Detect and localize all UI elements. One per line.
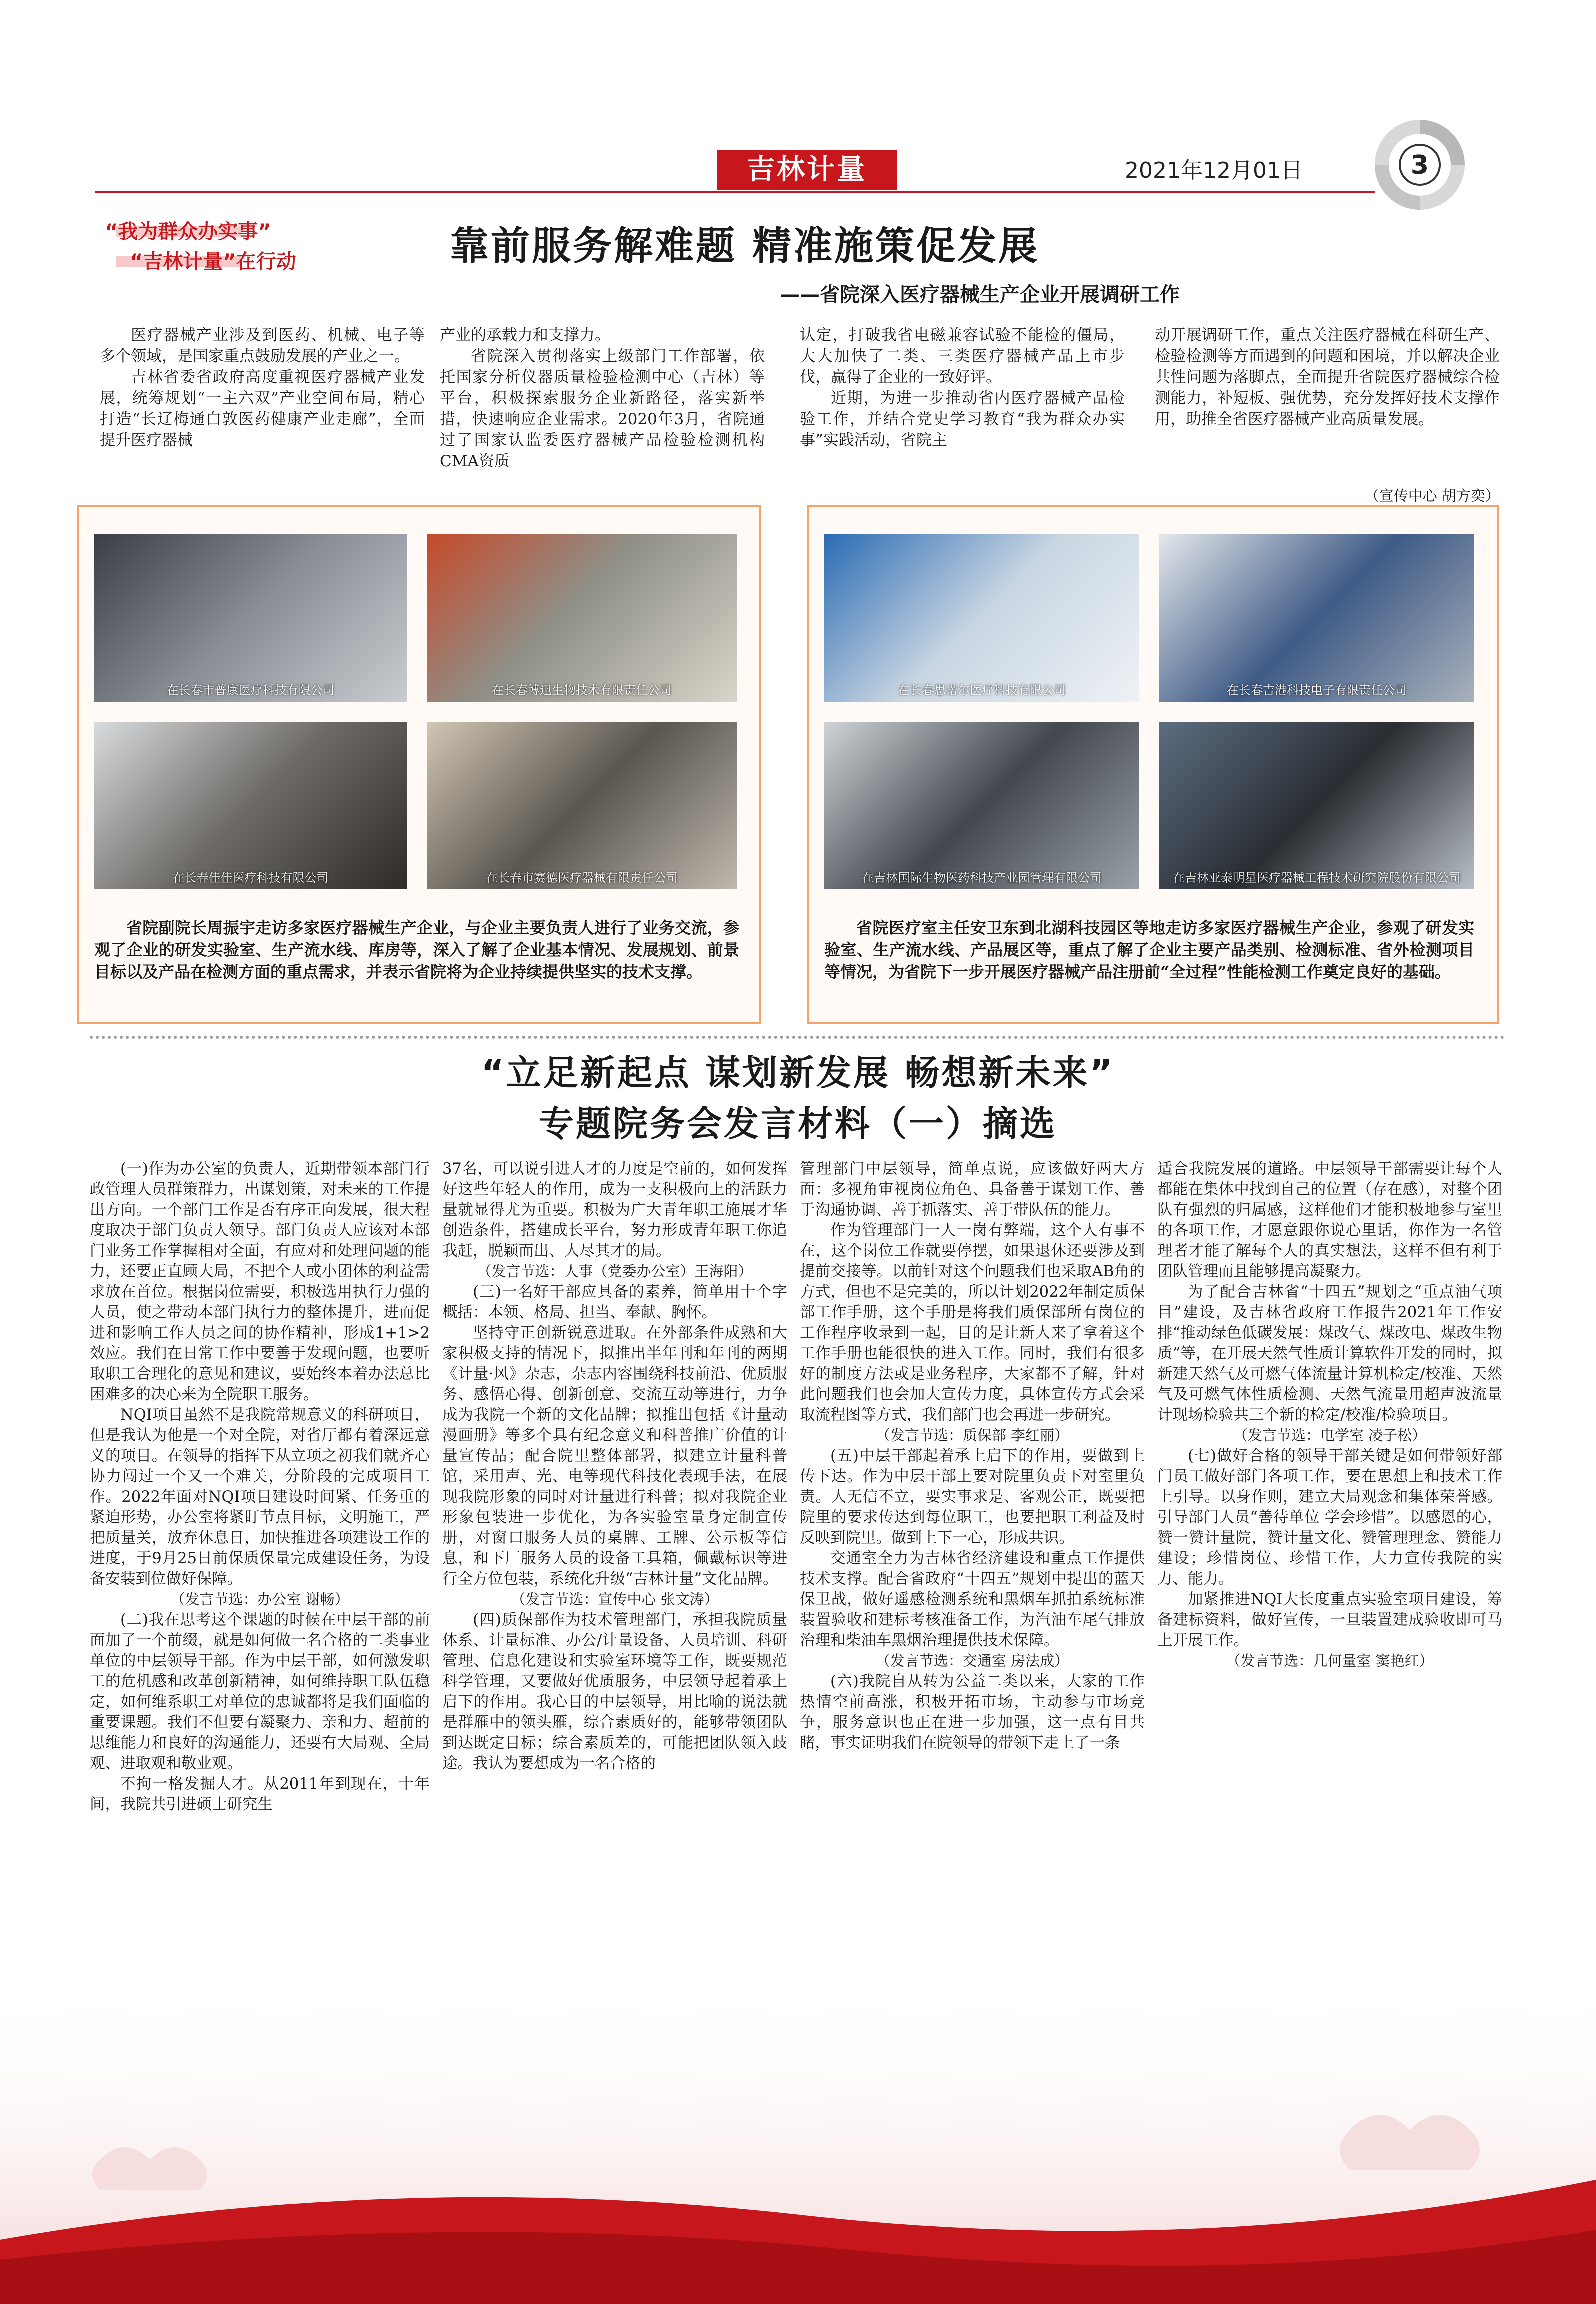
article2-column-4 <box>1158 1159 1502 1672</box>
article2-column-3 <box>800 1159 1145 1754</box>
issue-date: 2021年12月01日 <box>1125 158 1303 184</box>
speaker-credit: （发言节选：质保部 李红丽） <box>876 1427 1070 1444</box>
speaker-credit: （发言节选：交通室 房法成） <box>876 1652 1070 1670</box>
photo-caption: 在长春佳佳医疗科技有限公司 <box>172 871 329 885</box>
photo <box>1160 534 1474 702</box>
paragraph: (五)中层干部起着承上启下的作用，要做到上传下达。作为中层干部上要对院里负责下对室里负责。人无信不立，要实事求是、客观公正，既要把院里的要求传达到每位职工，也要把职工利益及时反映到院里。做到上下一心，形成共识。 <box>800 1448 1145 1547</box>
paragraph: (六)我院自从转为公益二类以来，大家的工作热情空前高涨，积极开拓市场，主动参与市场竞争，服务意识也正在进一步加强，这一点有目共睹，事实证明我们在院领导的带领下走上了一条 <box>800 1673 1145 1752</box>
paragraph: 认定，打破我省电磁兼容试验不能检的僵局，大大加快了二类、三类医疗器械产品上市步伐，赢得了企业的一致好评。 <box>800 326 1125 386</box>
article1-column-1 <box>100 325 425 451</box>
section-divider <box>90 1036 1505 1039</box>
photo <box>427 534 737 702</box>
slogan-line-2: “吉林计量”在行动 <box>130 250 296 274</box>
speaker-credit: （发言节选：宣传中心 张文涛） <box>511 1591 719 1608</box>
photo <box>824 534 1140 702</box>
paragraph: (三)一名好干部应具备的素养，简单用十个字概括：本领、格局、担当、奉献、胸怀。 <box>442 1284 788 1322</box>
photo-caption: 在长春市普康医疗科技有限公司 <box>166 684 335 698</box>
paragraph: 医疗器械产业涉及到医药、机械、电子等多个领域，是国家重点鼓励发展的产业之一。 <box>100 326 425 366</box>
paragraph: 省院深入贯彻落实上级部门工作部署，依托国家分析仪器质量检验检测中心（吉林）等平台，积极探索服务企业新路径，落实新举措，快速响应企业需求。2020年3月，省院通过了国家认监委医疗器械产品检验检测机构CMA资质 <box>440 348 765 470</box>
paragraph: 省院医疗室主任安卫东到北湖科技园区等地走访多家医疗器械生产企业，参观了研发实验室、生产流水线、产品展区等，重点了解了企业主要产品类别、检测标准、省外检测项目等情况，为省院下一步开展医疗器械产品注册前“全过程”性能检测工作奠定良好的基础。 <box>824 918 1474 982</box>
paragraph: 适合我院发展的道路。中层领导干部需要让每个人都能在集体中找到自己的位置（存在感），对整个团队有强烈的归属感，这样他们才能积极地参与室里的各项工作，才愿意跟你说心里话，你作为一名管理者才能了解每个人的真实想法，这样不但有利于团队管理而且能够提高凝聚力。 <box>1158 1160 1502 1280</box>
photo <box>1160 722 1474 890</box>
paragraph: NQI项目虽然不是我院常规意义的科研项目，但是我认为他是一个对全院，对省厅都有着深远意义的项目。在领导的指挥下从立项之初我们就齐心协力闯过一个又一个难关，分阶段的完成项目工作。2022年面对NQI项目建设时间紧、任务重的紧迫形势，办公室将紧盯节点目标，文明施工，严把质量关，放弃休息日，加快推进各项建设工作的进度，于9月25日前保质保量完成建设任务，为设备安装到位做好保障。 <box>90 1406 430 1588</box>
article1-title: 靠前服务解难题 精准施策促发展 <box>450 224 1040 269</box>
photo <box>94 722 407 890</box>
photo <box>824 722 1140 890</box>
masthead: 吉林计量 <box>717 150 897 190</box>
article1-column-4 <box>1155 325 1500 430</box>
paragraph: 产业的承载力和支撑力。 <box>440 326 610 344</box>
article2-subtitle: 专题院务会发言材料（一）摘选 <box>539 1104 1057 1144</box>
paragraph: (一)作为办公室的负责人，近期带领本部门行政管理人员群策群力，出谋划策，对未来的工作提出方向。一个部门工作是否有序正向发展，很大程度取决于部门负责人领导。部门负责人应该对本部门业务工作掌握相对全面，有应对和处理问题的能力，还要正直顾大局，不把个人或小团体的利益需求放在首位。根据岗位需要，积极选用执行力强的人员，使之带动本部门执行力的整体提升，进而促进和影响工作人员之间的协作精神，形成1+1>2效应。我们在日常工作中要善于发现问题，也要听取职工合理化的意见和建议，要始终本着办法总比困难多的决心来为全院职工服务。 <box>90 1160 430 1404</box>
photo-caption: 在长春思诺尔医疗科技有限公司 <box>898 684 1066 698</box>
speaker-credit: （发言节选：人事（党委办公室）王海阳） <box>477 1263 753 1280</box>
speaker-credit: （发言节选：几何量室 窦艳红） <box>1226 1652 1434 1670</box>
article2-title: “立足新起点 谋划新发展 畅想新未来” <box>481 1052 1115 1094</box>
photo-panel-right <box>808 505 1499 1024</box>
photo-caption: 在吉林国际生物医药科技产业园管理有限公司 <box>862 871 1102 885</box>
footer-decoration <box>0 1980 1596 2304</box>
article1-column-2 <box>440 325 765 472</box>
paragraph: 作为管理部门一人一岗有弊端，这个人有事不在，这个岗位工作就要停摆，如果退休还要涉及到提前交接等。以前针对这个问题我们也采取AB角的方式，但也不是完美的，所以计划2022年制定质保部工作手册，这个手册是将我们质保部所有岗位的工作程序收录到一起，目的是让新人来了拿着这个工作手册也能很快的进入工作。同时，我们有很多好的制度方法或是业务程序，大家都不了解，针对此问题我们也会加大宣传力度，具体宣传方式会采取流程图等方式，我们部门也会再进一步研究。 <box>800 1222 1145 1424</box>
photo-caption: 在吉林亚泰明星医疗器械工程技术研究院股份有限公司 <box>1173 871 1461 885</box>
page-number-emblem <box>1370 115 1470 215</box>
paragraph: 吉林省委省政府高度重视医疗器械产业发展，统筹规划“一主六双”产业空间布局，精心打造“长辽梅通白敦医药健康产业走廊”，全面提升医疗器械 <box>100 368 425 450</box>
header-rule <box>95 191 1375 193</box>
paragraph: (二)我在思考这个课题的时候在中层干部的前面加了一个前缀，就是如何做一名合格的二类事业单位的中层领导干部。作为中层干部，如何激发职工的危机感和改革创新精神，如何维持职工队伍稳定，如何维系职工对单位的忠诚都将是我们面临的重要课题。我们不但要有凝聚力、亲和力、超前的思维能力和良好的沟通能力，还要有大局观、全局观、进取观和敬业观。 <box>90 1612 430 1772</box>
photo-caption: 在长春博迅生物技术有限责任公司 <box>492 684 672 698</box>
article1-column-3 <box>800 325 1125 451</box>
article1-subtitle: ——省院深入医疗器械生产企业开展调研工作 <box>780 284 1180 306</box>
photo-caption: 在长春吉港科技电子有限责任公司 <box>1227 684 1407 698</box>
photo <box>94 534 407 702</box>
paragraph: (七)做好合格的领导干部关键是如何带领好部门员工做好部门各项工作，要在思想上和技术工作上引导。以身作则，建立大局观念和集体荣誉感。引导部门人员“善待单位 学会珍惜”。以感恩的心，赞一赞计量院，赞计量文化、赞管理理念、赞能力建设；珍惜岗位、珍惜工作，大力宣传我院的实力、能力。 <box>1158 1448 1502 1588</box>
paragraph: 动开展调研工作，重点关注医疗器械在科研生产、检验检测等方面遇到的问题和困境，并以解决企业共性问题为落脚点，全面提升省院医疗器械综合检测能力，补短板、强优势，充分发挥好技术支撑作用，助推全省医疗器械产业高质量发展。 <box>1155 326 1500 428</box>
paragraph: 近期，为进一步推动省内医疗器械产品检验工作，并结合党史学习教育“我为群众办实事”实践活动，省院主 <box>800 390 1125 450</box>
photo-panel-left-text <box>94 917 740 983</box>
paragraph: 37名，可以说引进人才的力度是空前的，如何发挥好这些年轻人的作用，成为一支积极向上的活跃力量就显得尤为重要。积极为广大青年职工施展才华创造条件，搭建成长平台，努力形成青年职工你追我赶，脱颖而出、人尽其才的局。 <box>442 1160 788 1260</box>
paragraph: 加紧推进NQI大长度重点实验室项目建设，筹备建标资料，做好宣传，一旦装置建成验收即可马上开展工作。 <box>1158 1591 1502 1650</box>
photo <box>427 722 737 890</box>
paragraph: 省院副院长周振宇走访多家医疗器械生产企业，与企业主要负责人进行了业务交流，参观了企业的研发实验室、生产流水线、库房等，深入了解了企业基本情况、发展规划、前景目标以及产品在检测方面的重点需求，并表示省院将为企业持续提供坚实的技术支撑。 <box>94 918 740 982</box>
photo-panel-left <box>78 505 762 1024</box>
paragraph: 管理部门中层领导，简单点说，应该做好两大方面：多视角审视岗位角色、具备善于谋划工作、善于沟通协调、善于抓落实、善于带队伍的能力。 <box>800 1160 1145 1219</box>
paragraph: 不拘一格发掘人才。从2011年到现在，十年间，我院共引进硕士研究生 <box>90 1776 430 1814</box>
article2-column-1 <box>90 1159 430 1815</box>
paragraph: 为了配合吉林省“十四五”规划之“重点油气项目”建设，及吉林省政府工作报告2021年工作安排“推动绿色低碳发展：煤改气、煤改电、煤改生物质”等，在开展天然气性质计算软件开发的同时，拟新建天然气及可燃气体流量计算机检定/校准、天然气及可燃气体性质检测、天然气流量用超声波流量计现场检验共三个新的检定/校准/检验项目。 <box>1158 1284 1502 1424</box>
slogan-line-1: “我为群众办实事” <box>105 220 272 244</box>
article1-credit: （宣传中心 胡方奕） <box>1364 488 1500 504</box>
paragraph: (四)质保部作为技术管理部门，承担我院质量体系、计量标准、办公/计量设备、人员培训、科研管理、信息化建设和实验室环境等工作，既要规范科学管理，又要做好优质服务，中层领导起着承上启下的作用。我心目的中层领导，用比喻的说法就是群雁中的领头雁，综合素质好的，能够带领团队到达既定目标；综合素质差的，可能把团队领入歧途。我认为要想成为一名合格的 <box>442 1612 788 1772</box>
article2-column-2 <box>442 1159 788 1774</box>
photo-panel-right-text <box>824 917 1474 983</box>
speaker-credit: （发言节选：办公室 谢畅） <box>170 1591 350 1608</box>
paragraph: 交通室全力为吉林省经济建设和重点工作提供技术支撑。配合省政府“十四五”规划中提出的蓝天保卫战，做好遥感检测系统和黑烟车抓拍系统标准装置验收和建标考核准备工作，为汽油车尾气排放治理和柴油车黑烟治理提供技术保障。 <box>800 1550 1145 1650</box>
page-number: 3 <box>1410 150 1430 180</box>
speaker-credit: （发言节选：电学室 凌子松） <box>1233 1427 1427 1444</box>
paragraph: 坚持守正创新锐意进取。在外部条件成熟和大家积极支持的情况下，拟推出半年刊和年刊的两期《计量·风》杂志，杂志内容围绕科技前沿、优质服务、感悟心得、创新创意、交流互动等进行，力争成为我院一个新的文化品牌；拟推出包括《计量动漫画册》等多个具有纪念意义和科普推广价值的计量宣传品；配合院里整体部署，拟建立计量科普馆，采用声、光、电等现代科技化表现手法，在展现我院形象的同时对计量进行科普；拟对我院企业形象包装进一步优化，为各实验室量身定制宣传册，对窗口服务人员的桌牌、工牌、公示板等信息，和下厂服务人员的设备工具箱，佩戴标识等进行全方位包装，系统化升级“吉林计量”文化品牌。 <box>442 1324 788 1588</box>
photo-caption: 在长春市赛德医疗器械有限责任公司 <box>486 871 678 885</box>
